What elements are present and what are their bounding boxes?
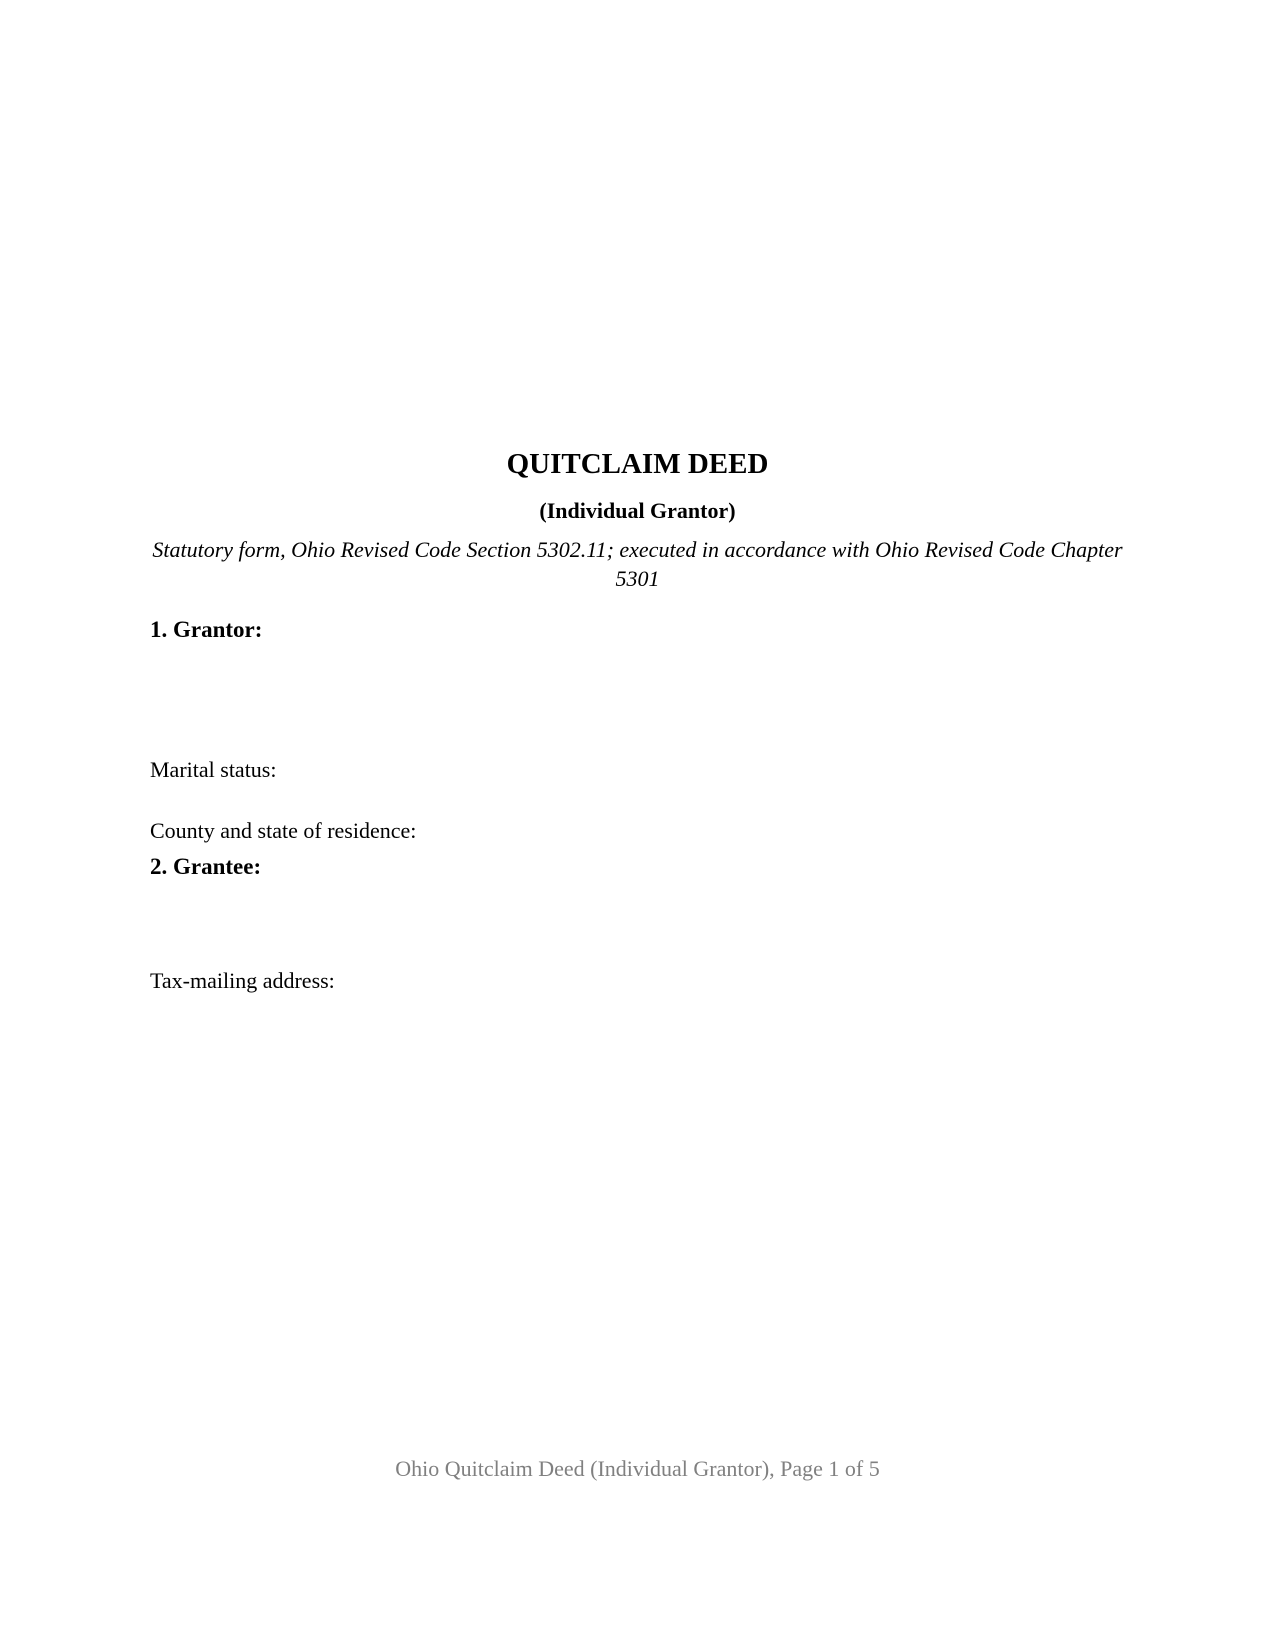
- statute-note: Statutory form, Ohio Revised Code Section 5302.11; executed in accordance with Ohio Revised Code Chapter 5301: [152, 537, 1123, 591]
- grantor-heading: 1. Grantor:: [150, 617, 263, 642]
- residence-label: County and state of residence:: [150, 818, 417, 843]
- grantee-heading: 2. Grantee:: [150, 854, 262, 879]
- page-footer: Ohio Quitclaim Deed (Individual Grantor), Page 1 of 5: [395, 1456, 880, 1481]
- document-subtitle: (Individual Grantor): [539, 498, 736, 523]
- document-title: QUITCLAIM DEED: [506, 448, 769, 480]
- marital-status-label: Marital status:: [150, 757, 277, 782]
- tax-mailing-address-label: Tax-mailing address:: [150, 968, 335, 993]
